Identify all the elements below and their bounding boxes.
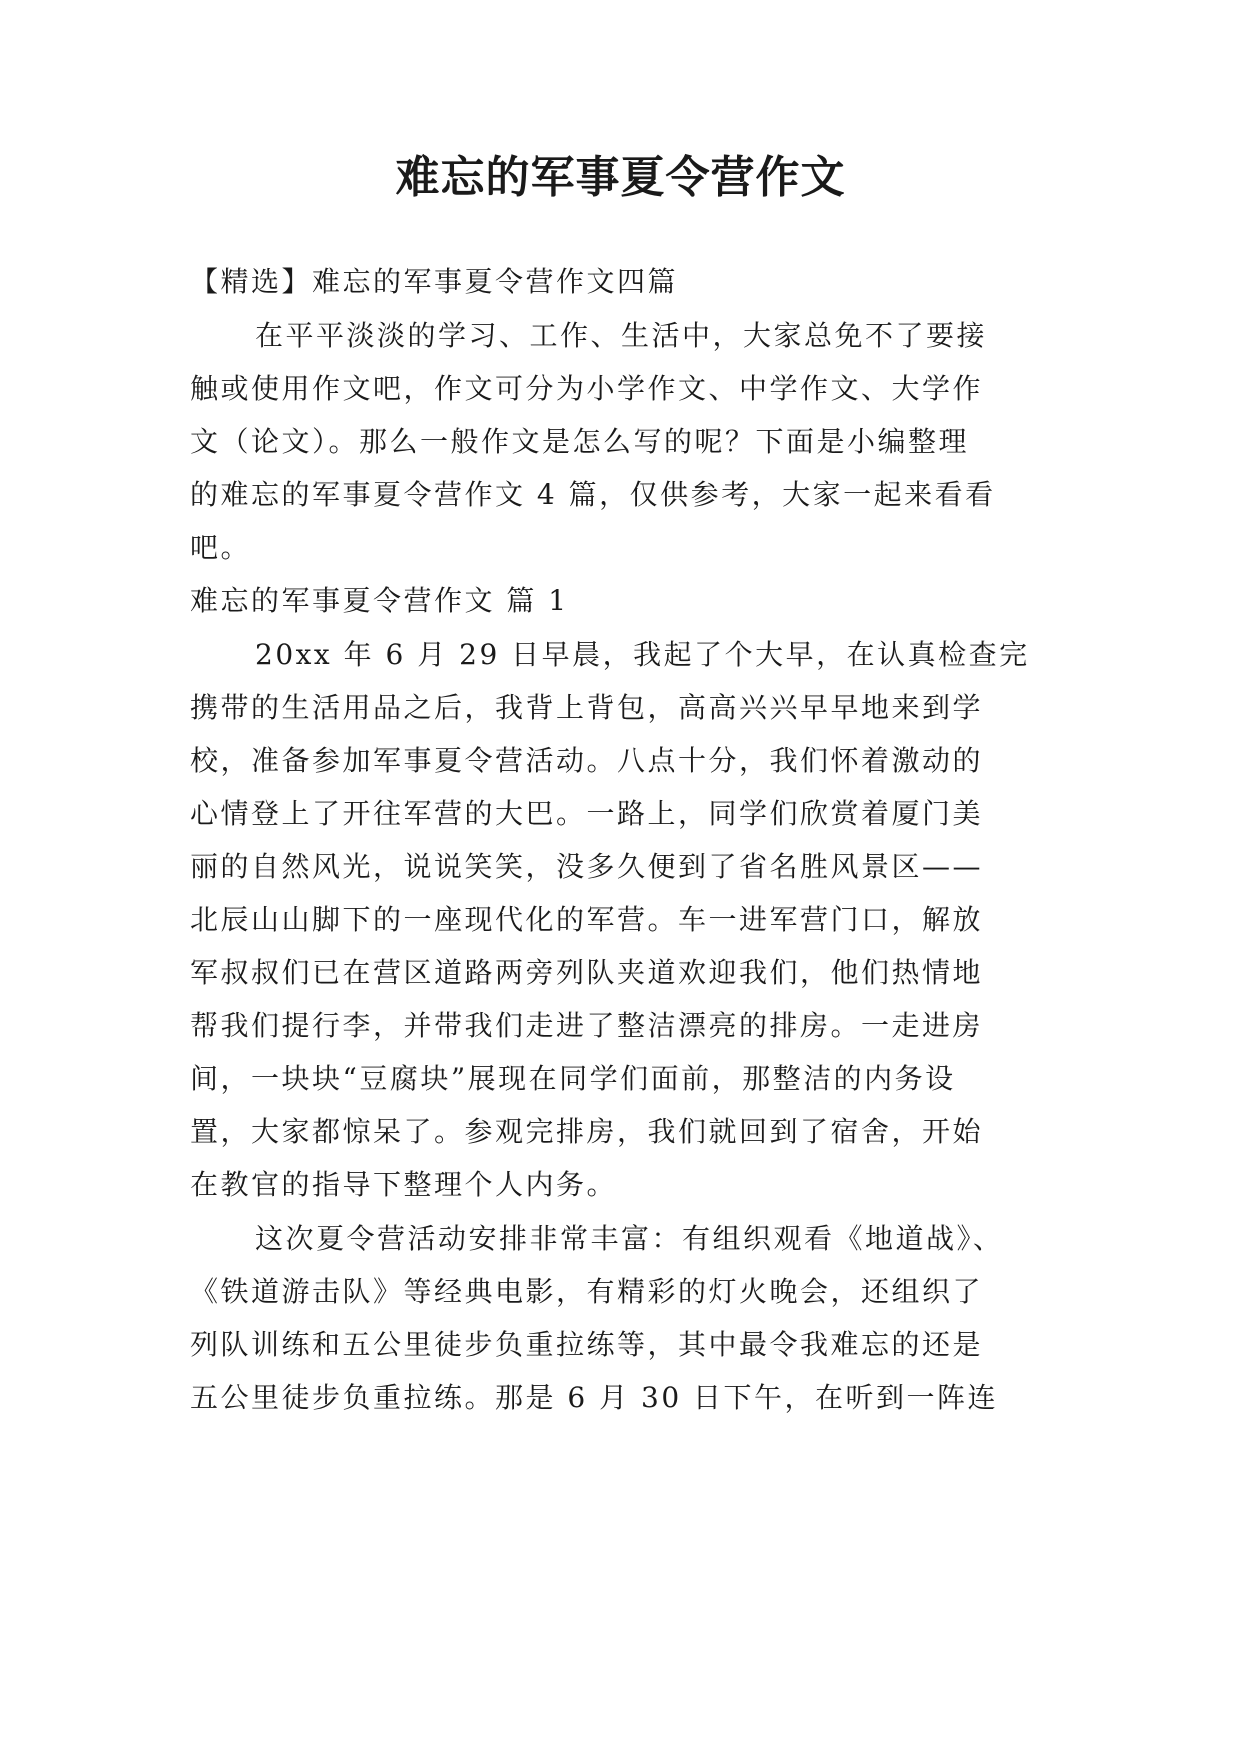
body-line: 触或使用作文吧，作文可分为小学作文、中学作文、大学作: [190, 372, 984, 405]
body-line: 帮我们提行李，并带我们走进了整洁漂亮的排房。一走进房: [190, 1009, 984, 1042]
section-heading: 难忘的军事夏令营作文 篇 1: [190, 584, 569, 617]
body-line: 这次夏令营活动安排非常丰富：有组织观看《地道战》、: [255, 1222, 1004, 1255]
body-line: 文（论文）。那么一般作文是怎么写的呢？下面是小编整理: [190, 425, 970, 458]
body-line: 丽的自然风光，说说笑笑，没多久便到了省名胜风景区——: [190, 850, 984, 883]
body-line: 在教官的指导下整理个人内务。: [190, 1168, 618, 1201]
body-line: 间，一块块“豆腐块”展现在同学们面前，那整洁的内务设: [190, 1062, 956, 1095]
body-line: 军叔叔们已在营区道路两旁列队夹道欢迎我们，他们热情地: [190, 956, 984, 989]
subtitle-line: 【精选】难忘的军事夏令营作文四篇: [190, 265, 679, 298]
body-line: 心情登上了开往军营的大巴。一路上，同学们欣赏着厦门美: [190, 797, 984, 830]
body-line: 携带的生活用品之后，我背上背包，高高兴兴早早地来到学: [190, 691, 984, 724]
document-title: 难忘的军事夏令营作文: [395, 152, 846, 203]
body-line: 吧。: [190, 531, 252, 564]
body-line: 五公里徒步负重拉练。那是 6 月 30 日下午，在听到一阵连: [190, 1381, 999, 1414]
body-line: 《铁道游击队》等经典电影，有精彩的灯火晚会，还组织了: [190, 1275, 984, 1308]
body-line: 20xx 年 6 月 29 日早晨，我起了个大早，在认真检查完: [255, 638, 1030, 671]
body-line: 的难忘的军事夏令营作文 4 篇，仅供参考，大家一起来看看: [190, 478, 996, 511]
body-line: 在平平淡淡的学习、工作、生活中，大家总免不了要接: [255, 319, 988, 352]
body-line: 校，准备参加军事夏令营活动。八点十分，我们怀着激动的: [190, 744, 984, 777]
body-line: 列队训练和五公里徒步负重拉练等，其中最令我难忘的还是: [190, 1328, 984, 1361]
body-line: 北辰山山脚下的一座现代化的军营。车一进军营门口，解放: [190, 903, 984, 936]
body-line: 置，大家都惊呆了。参观完排房，我们就回到了宿舍，开始: [190, 1115, 984, 1148]
